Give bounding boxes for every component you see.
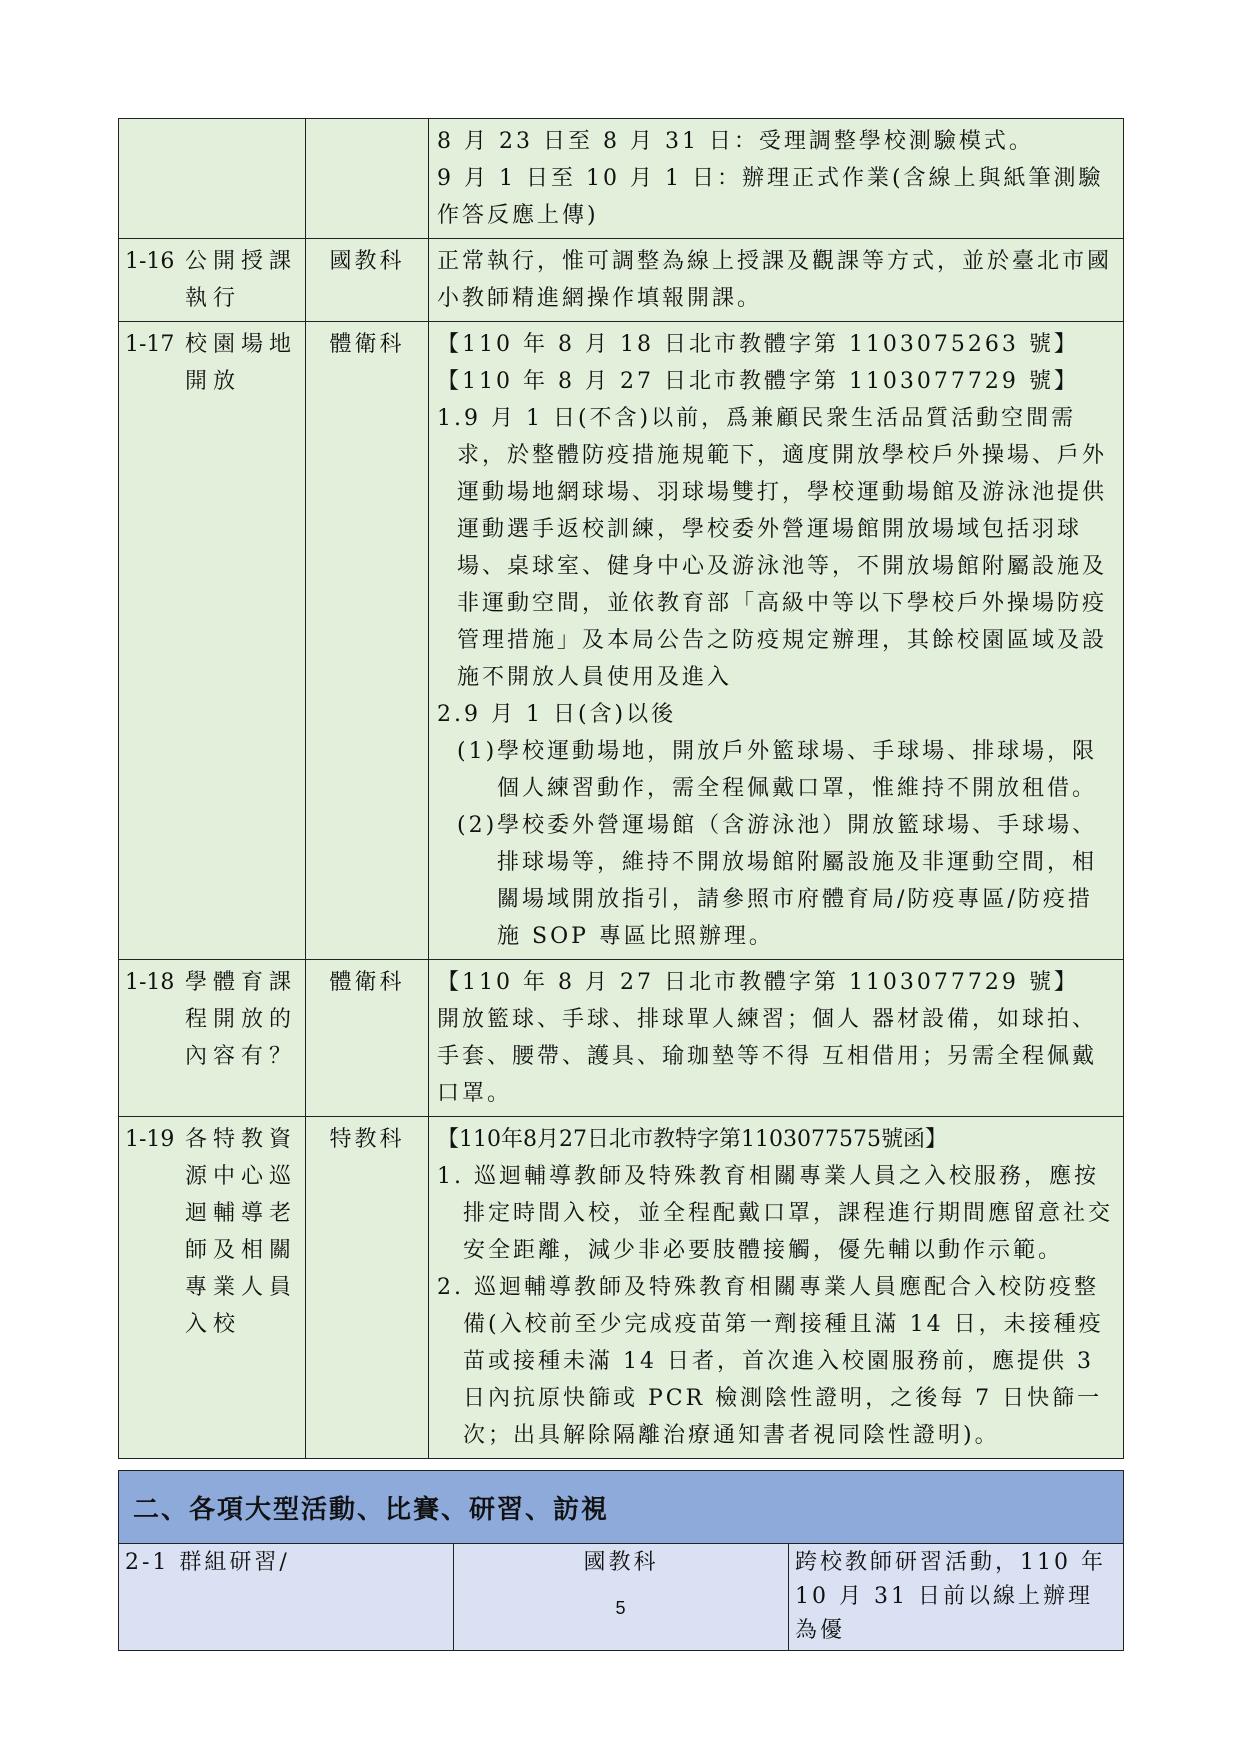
numbered-point: 1. 巡迴輔導教師及特殊教育相關專業人員之入校服務，應按排定時間入校，並全程配戴口罩，課程進行期間應留意社交安全距離，減少非必要肢體接觸，優先輔以動作示範。 [437, 1164, 1114, 1263]
sub-point: (1)學校運動場地，開放戶外籃球場、手球場、排球場，限個人練習動作，需全程佩戴口罩，惟維持不開放租借。 [457, 739, 1098, 801]
item-label: 各特教資源中心巡迴輔導老師及相關專業人員入校 [185, 1127, 298, 1337]
content-line: 正常執行，惟可調整為線上授課及觀課等方式，並於臺北市國小教師精進網操作填報開課。 [437, 249, 1113, 311]
sub-point: (2)學校委外營運場館（含游泳池）開放籃球場、手球場、排球場等，維持不開放場館附屬設施及非運動空間，相關場域開放指引，請參照市府體育局/防疫專區/防疫措施 SOP 專區比照辦理。 [457, 813, 1098, 949]
item-cell [119, 239, 306, 322]
table-row [119, 119, 1124, 239]
section-2-table [118, 1470, 1124, 1651]
numbered-point: 2.9 月 1 日(含)以後 [437, 702, 677, 727]
unit-cell [306, 119, 429, 239]
reference-line: 【110 年 8 月 27 日北市教體字第 1103077729 號】 [437, 970, 1079, 995]
item-number: 1-18 [125, 970, 175, 995]
content-line: 開放籃球、手球、排球單人練習；個人 器材設備，如球拍、手套、腰帶、護具、瑜珈墊等不得 互相借用；另需全程佩戴口罩。 [437, 1007, 1097, 1106]
content-line: 8 月 23 日至 8 月 31 日：受理調整學校測驗模式。 [437, 129, 1034, 154]
unit-cell: 國教科 [454, 1544, 789, 1651]
table-row [119, 1544, 1124, 1651]
measures-table [118, 118, 1124, 1459]
item-number: 1-16 [125, 249, 175, 274]
reference-line: 【110年8月27日北市教特字第1103077575號函】 [437, 1127, 947, 1152]
table-row [119, 1117, 1124, 1459]
content-cell: 跨校教師研習活動，110 年 10 月 31 日前以線上辦理為優 [789, 1544, 1124, 1651]
item-number: 1-19 [125, 1127, 175, 1152]
item-label: 2-1 群組研習/ [119, 1544, 454, 1651]
item-cell [119, 322, 306, 960]
reference-line: 【110 年 8 月 27 日北市教體字第 1103077729 號】 [437, 369, 1079, 394]
table-row [119, 239, 1124, 322]
item-cell [119, 1117, 306, 1459]
content-cell [429, 119, 1124, 239]
reference-line: 【110 年 8 月 18 日北市教體字第 1103075263 號】 [437, 332, 1079, 357]
unit-cell: 體衛科 [306, 960, 429, 1117]
item-label: 校園場地開放 [185, 332, 298, 394]
item-cell [119, 119, 306, 239]
page-number: 5 [615, 1598, 626, 1618]
section-heading: 二、各項大型活動、比賽、研習、訪視 [119, 1471, 1124, 1544]
unit-cell: 國教科 [306, 239, 429, 322]
unit-cell: 體衛科 [306, 322, 429, 960]
table-row [119, 322, 1124, 960]
item-cell [119, 960, 306, 1117]
content-cell [429, 239, 1124, 322]
unit-cell: 特教科 [306, 1117, 429, 1459]
table-row [119, 960, 1124, 1117]
content-cell [429, 1117, 1124, 1459]
item-label: 學體育課程開放的內容有？ [185, 970, 298, 1069]
content-cell [429, 960, 1124, 1117]
numbered-point: 1.9 月 1 日(不含)以前，爲兼顧民衆生活品質活動空間需求，於整體防疫措施規範下，適度開放學校戶外操場、戶外運動場地網球場、羽球場雙打，學校運動場館及游泳池提供運動選手返校訓練，學校委外營運場館開放場域包括羽球場、桌球室、健身中心及游泳池等，不開放場館附屬設施及非運動空間，並依教育部「高級中等以下學校戶外操場防疫管理措施」及本局公告之防疫規定辦理，其餘校園區域及設施不開放人員使用及進入 [437, 406, 1108, 690]
item-label: 公開授課執行 [185, 249, 298, 311]
content-cell [429, 322, 1124, 960]
numbered-point: 2. 巡迴輔導教師及特殊教育相關專業人員應配合入校防疫整備(入校前至少完成疫苗第一劑接種且滿 14 日，未接種疫苗或接種未滿 14 日者，首次進入校園服務前，應提供 3 日內抗原快篩或 PCR 檢測陰性證明，之後每 7 日快篩一次；出具解除隔離治療通知書者視同陰性證明)。 [437, 1275, 1104, 1448]
item-number: 1-17 [125, 332, 175, 357]
content-line: 9 月 1 日至 10 月 1 日：辦理正式作業(含線上與紙筆測驗作答反應上傳) [437, 166, 1104, 228]
